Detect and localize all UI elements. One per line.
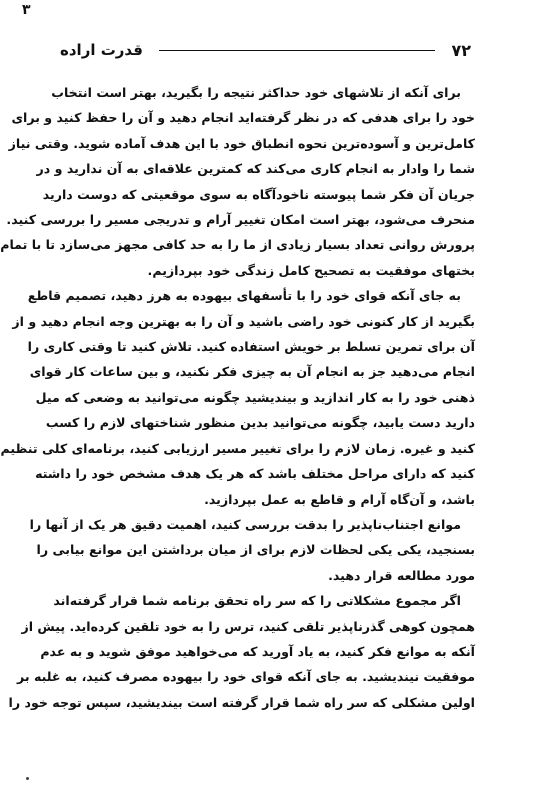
text-line: کامل‌ترین و آسوده‌ترین نحوه انطباق خود با این هدف آماده شوید. وقتی نیاز: [8, 135, 475, 151]
page-body: [0, 80, 475, 715]
text-line: به جای آنکه قوای خود را با تأسفهای بیهوده به هرز دهید، تصمیم قاطع: [27, 288, 461, 304]
text-line: منحرف می‌شود، بهتر است امکان تغییر آرام و تدریجی مسیر را بررسی کنید.: [6, 212, 475, 228]
text-line: دارید دست یابید، چگونه می‌توانید بدین منظور شناختهای لازم را کسب: [45, 415, 475, 431]
text-line: موفقیت نیندیشید. به جای آنکه قوای خود را بیهوده مصرف کنید، به غلبه بر: [17, 669, 475, 685]
page-number: ۷۲: [451, 40, 471, 60]
text-line: بگیرید از کار کنونی خود راضی باشید و آن را به بهترین وجه انجام دهید و از: [12, 313, 475, 329]
text-line: کنید و غیره. زمان لازم را برای تغییر مسیر ارزیابی کنید، برنامه‌ای کلی تنظیم: [0, 440, 475, 456]
header-rule: [159, 50, 436, 51]
text-line: کنید که دارای مراحل مختلف باشد که هر یک هدف مشخص خود را داشته: [35, 466, 475, 482]
text-line: مورد مطالعه قرار دهید.: [328, 567, 475, 583]
paragraph-3: [29, 512, 475, 588]
text-line: ذهنی خود را به کار اندازید و بیندیشید چگونه می‌توانید به وضعی که میل: [35, 389, 475, 405]
scan-dot: [26, 777, 29, 780]
text-line: بختهای موفقیت به تصحیح کامل زندگی خود بپردازیم.: [147, 262, 475, 278]
text-line: شما را وادار به انجام کاری می‌کند که کمترین علاقه‌ای به آن ندارید و در: [36, 161, 475, 177]
text-line: برای آنکه از تلاشهای خود حداکثر نتیجه را بگیرید، بهتر است انتخاب: [51, 85, 461, 100]
page-header: [60, 38, 471, 62]
text-line: موانع اجتناب‌ناپذیر را بدقت بررسی کنید، اهمیت دقیق هر یک از آنها را: [29, 516, 461, 532]
text-line: باشد، و آن‌گاه آرام و قاطع به عمل بپردازید.: [204, 491, 475, 507]
text-line: آنکه به موانع فکر کنید، به یاد آورید که می‌خواهید موفق شوید و به عدم: [40, 643, 475, 659]
text-line: آن برای تمرین تسلط بر خویش استفاده کنید. تلاش کنید تا وقتی کاری را: [27, 339, 475, 355]
text-line: همچون کوهی گذرناپذیر تلقی کنید، ترس را به خود تلقین کرده‌اید. پیش از: [21, 618, 475, 634]
text-line: خود را برای هدفی که در نظر گرفته‌اید انجام دهید و آن را حفظ کنید و برای: [11, 110, 475, 126]
text-line: بسنجید، یکی یکی لحظات لازم برای از میان برداشتن این موانع بیابی را: [36, 542, 475, 558]
text-line: اولین مشکلی که سر راه شما قرار گرفته است بیندیشید، سپس توجه خود را: [8, 694, 475, 710]
corner-mark: ٣: [22, 2, 31, 18]
text-line: انجام می‌دهید جز به انجام آن به چیزی فکر نکنید، و بین ساعات کار قوای: [29, 364, 475, 380]
paragraph-4: [8, 588, 475, 715]
running-title: قدرت اراده: [60, 41, 143, 59]
text-line: پرورش روانی تعداد بسیار زیادی از ما را به حد کافی مجهز می‌سازد تا با تمام: [0, 237, 475, 253]
paragraph-1: [0, 80, 475, 283]
text-line: اگر مجموع مشکلاتی را که سر راه تحقق برنامه شما قرار گرفته‌اند: [53, 593, 461, 609]
text-line: جریان آن فکر شما پیوسته ناخودآگاه به سوی موقعیتی که دوست دارید: [42, 186, 475, 202]
paragraph-2: [0, 283, 475, 512]
